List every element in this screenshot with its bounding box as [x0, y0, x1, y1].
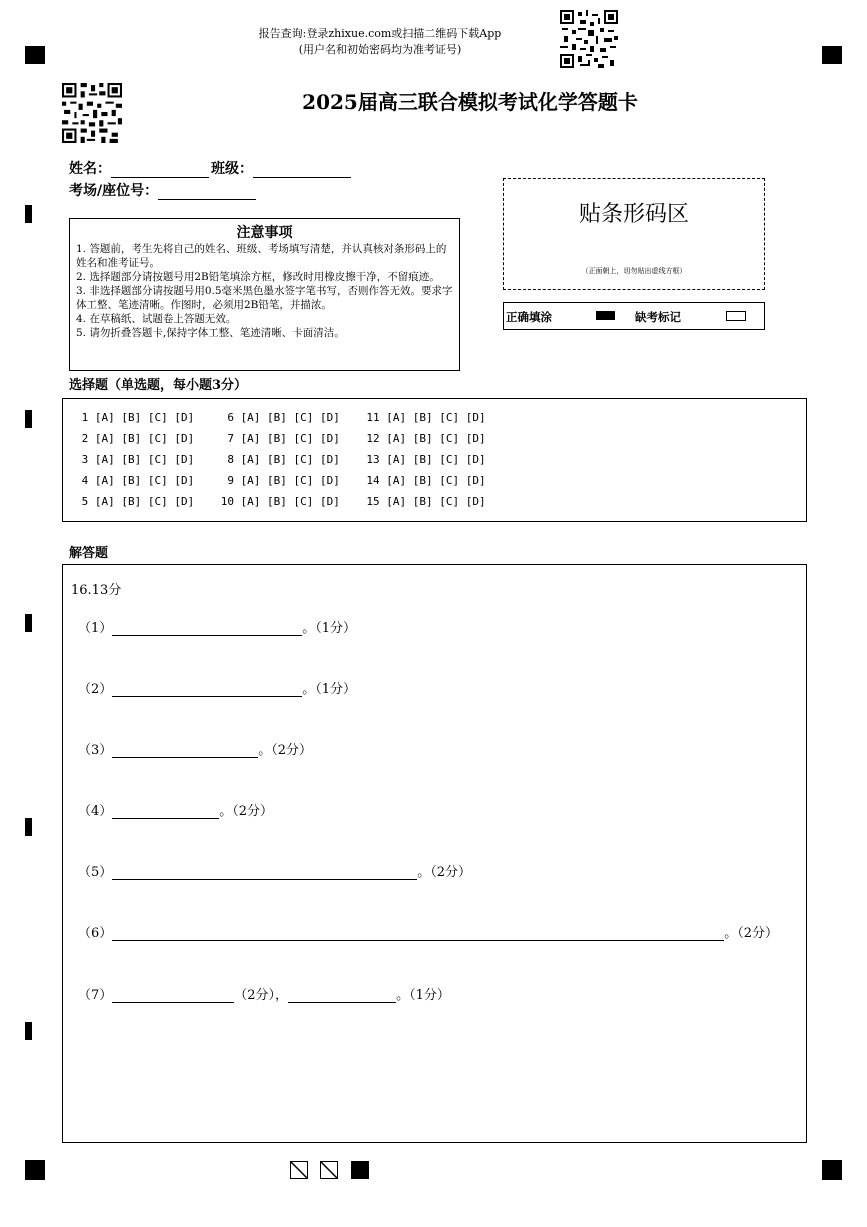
- barcode-title: 贴条形码区: [578, 202, 689, 227]
- choice-heading: 选择题（单选题，每小题3分）: [69, 378, 248, 393]
- notice-title: 注意事项: [236, 225, 293, 241]
- answer-blank[interactable]: [112, 682, 302, 697]
- part-score: 。（1分）: [302, 682, 357, 697]
- side-mark: [25, 818, 32, 836]
- answer-blank[interactable]: [112, 926, 724, 941]
- part-number: （7）: [78, 988, 113, 1003]
- qr-code-icon: [560, 10, 618, 68]
- part-score: 。（2分）: [219, 804, 274, 819]
- part-score: 。（1分）: [396, 988, 450, 1003]
- choice-box: [62, 398, 807, 522]
- notice-box: [69, 218, 460, 371]
- choice-row[interactable]: 5 [A] [B] [C] [D] 10 [A] [B] [C] [D] 15 [A] [B] [C] [D]: [75, 495, 486, 508]
- answer-part-6: [78, 922, 778, 941]
- notice-item: 3. 非选择题部分请按题号用0.5毫米黑色墨水签字笔书写，否则作答无效。要求字体工整、笔迹清晰。作图时，必须用2B铅笔，并描浓。: [76, 285, 453, 311]
- name-field[interactable]: [111, 161, 209, 178]
- notice-item: 2. 选择题部分请按题号用2B铅笔填涂方框，修改时用橡皮擦干净，不留痕迹。: [76, 271, 440, 283]
- choice-row[interactable]: 1 [A] [B] [C] [D] 6 [A] [B] [C] [D] 11 [A] [B] [C] [D]: [75, 411, 486, 424]
- name-class-row: [69, 158, 351, 178]
- answer-blank[interactable]: [112, 621, 302, 636]
- choice-row[interactable]: 2 [A] [B] [C] [D] 7 [A] [B] [C] [D] 12 [A] [B] [C] [D]: [75, 432, 486, 445]
- answer-heading: 解答题: [69, 546, 109, 561]
- answer-part-7: [78, 984, 450, 1003]
- absent-mark-box[interactable]: [726, 311, 746, 321]
- side-mark: [25, 205, 32, 223]
- part-number: （3）: [78, 743, 113, 758]
- side-mark: [25, 1022, 32, 1040]
- choice-row[interactable]: 4 [A] [B] [C] [D] 9 [A] [B] [C] [D] 14 [A] [B] [C] [D]: [75, 474, 486, 487]
- header-line-2: (用户名和初始密码均为准考证号): [298, 43, 462, 56]
- qr-code-icon: [62, 83, 122, 143]
- part-score: 。（2分）: [258, 743, 313, 758]
- corner-mark-top-left: [25, 46, 45, 64]
- part-number: （4）: [78, 804, 113, 819]
- fill-legend: [503, 302, 765, 330]
- seat-field[interactable]: [158, 183, 256, 200]
- corner-mark-bottom-right: [822, 1160, 842, 1180]
- side-mark: [25, 410, 32, 428]
- absent-label: 缺考标记: [635, 310, 681, 324]
- class-field[interactable]: [253, 161, 351, 178]
- name-label: 姓名：: [69, 161, 111, 177]
- part-number: （6）: [78, 926, 113, 941]
- seat-label: 考场/座位号：: [69, 183, 159, 199]
- answer-part-1: [78, 617, 356, 636]
- page-title: 2025届高三联合模拟考试化学答题卡: [302, 90, 638, 114]
- part-number: （2）: [78, 682, 113, 697]
- seat-row: [69, 180, 256, 200]
- answer-blank[interactable]: [112, 804, 219, 819]
- corner-mark-bottom-left: [25, 1160, 45, 1180]
- side-mark: [25, 614, 32, 632]
- class-label: 班级：: [211, 161, 253, 177]
- notice-item: 1. 答题前，考生先将自己的姓名、班级、考场填写清楚，并认真核对条形码上的姓名和准考证号。: [76, 243, 447, 269]
- choice-row[interactable]: 3 [A] [B] [C] [D] 8 [A] [B] [C] [D] 13 [A] [B] [C] [D]: [75, 453, 486, 466]
- header-line-1: 报告查询:登录zhixue.com或扫描二维码下载App: [258, 27, 502, 40]
- barcode-area[interactable]: [503, 178, 765, 290]
- answer-part-2: [78, 678, 356, 697]
- answer-blank[interactable]: [112, 865, 417, 880]
- correct-fill-label: 正确填涂: [506, 310, 552, 324]
- notice-item: 4. 在草稿纸、试题卷上答题无效。: [76, 313, 237, 325]
- part-score: 。（2分）: [724, 926, 779, 941]
- page-id-box: [320, 1161, 338, 1179]
- page-id-box-filled: [351, 1161, 369, 1179]
- part-score: 。（1分）: [302, 621, 357, 636]
- part-number: （1）: [78, 621, 113, 636]
- answer-part-3: [78, 739, 312, 758]
- corner-mark-top-right: [822, 46, 842, 64]
- part-number: （5）: [78, 865, 113, 880]
- page-id-box: [290, 1161, 308, 1179]
- barcode-subtitle: （正面朝上，切勿贴出虚线方框）: [581, 267, 687, 275]
- answer-part-5: [78, 861, 471, 880]
- part-score: 。（2分）: [417, 865, 472, 880]
- correct-fill-sample: [596, 311, 615, 320]
- answer-box: [62, 564, 807, 1143]
- notice-item: 5. 请勿折叠答题卡,保持字体工整、笔迹清晰、卡面清洁。: [76, 327, 345, 339]
- answer-blank[interactable]: [112, 988, 234, 1003]
- answer-blank[interactable]: [112, 743, 258, 758]
- part-score: （2分），: [234, 988, 289, 1003]
- question-16-label: 16.13分: [71, 583, 122, 598]
- answer-part-4: [78, 800, 273, 819]
- answer-blank[interactable]: [288, 988, 396, 1003]
